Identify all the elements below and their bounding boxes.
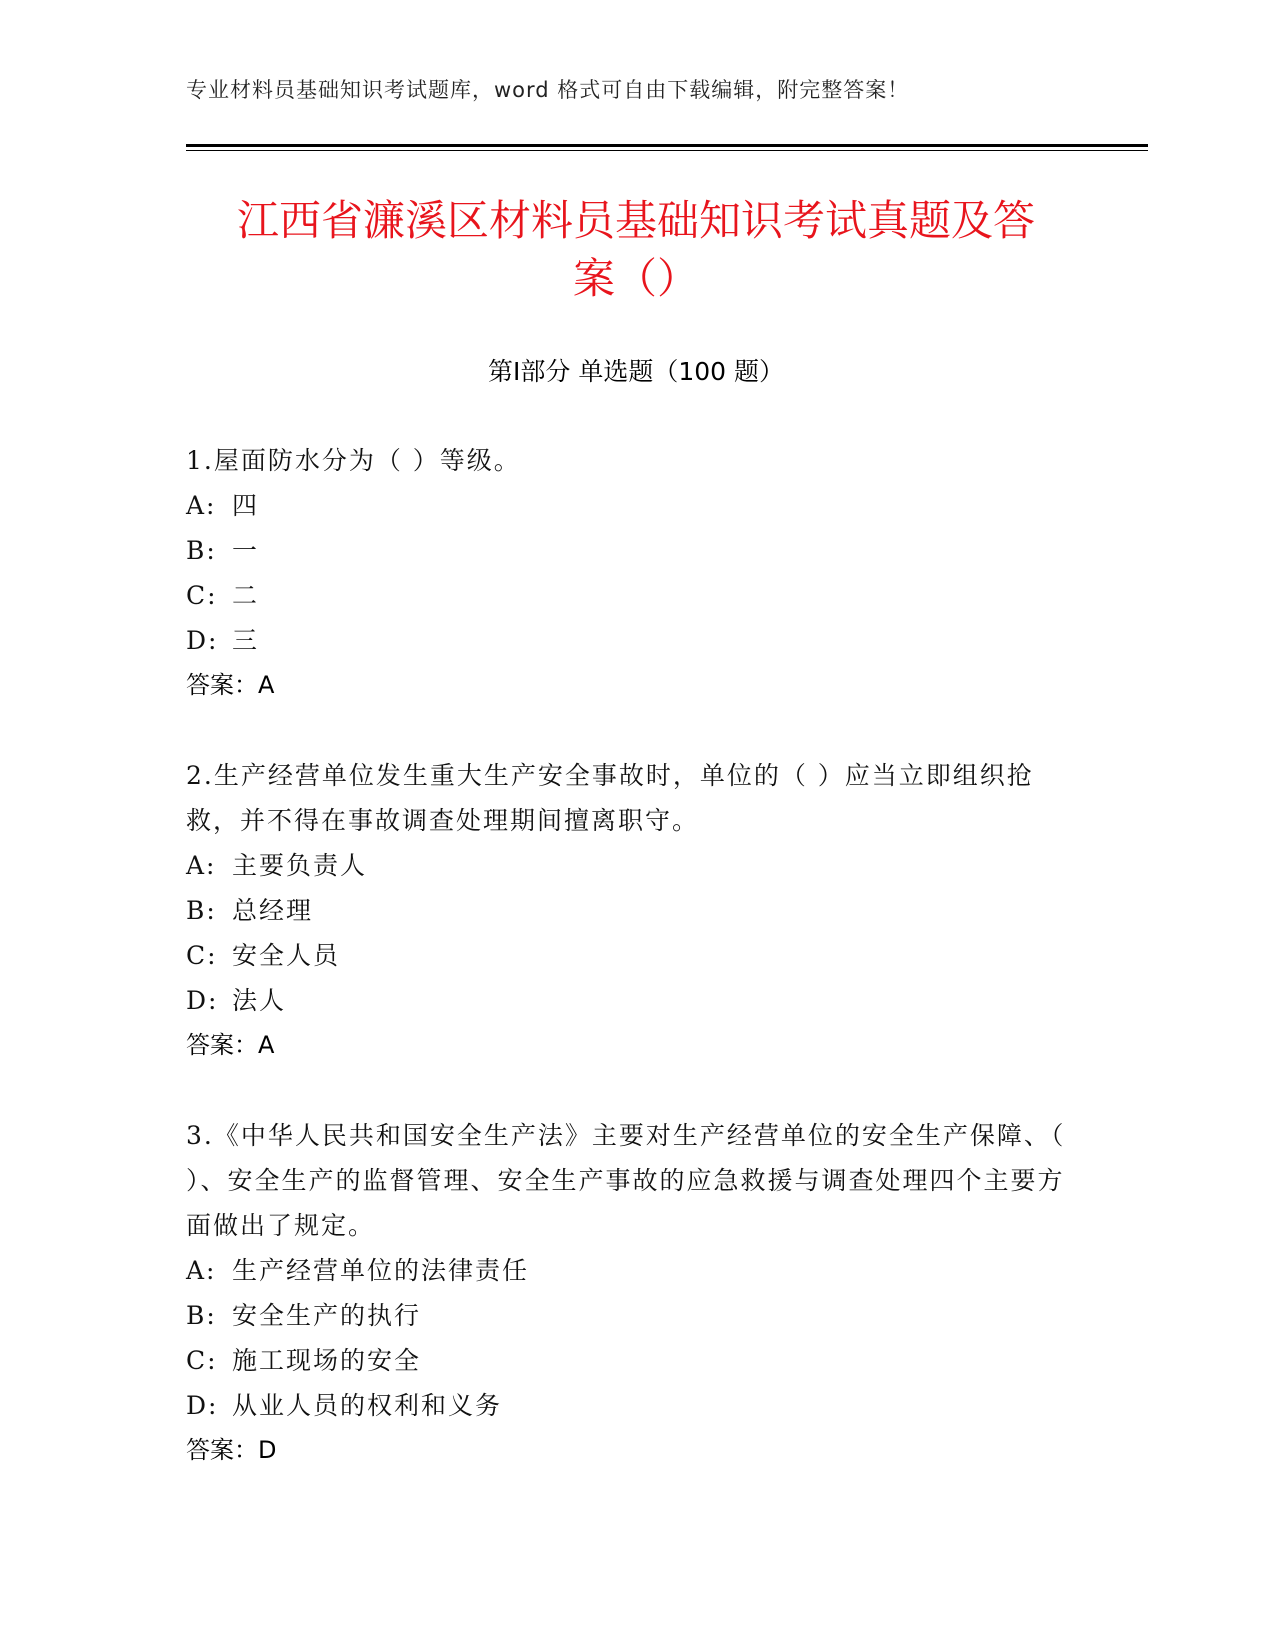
option-text: 安全生产的执行 [232, 1301, 422, 1330]
option-text: 主要负责人 [232, 851, 368, 880]
option-text: 总经理 [232, 896, 314, 925]
question-stem: 1.屋面防水分为（ ）等级。 [186, 446, 521, 475]
document-title-line-1: 江西省濂溪区材料员基础知识考试真题及答 [236, 196, 1035, 245]
header-rule-thin [186, 150, 1148, 151]
section-heading: 第Ⅰ部分 单选题（100 题） [488, 357, 784, 386]
option-d [186, 1383, 1066, 1428]
document-title-line-2: 案（） [572, 254, 699, 303]
option-key: D: [186, 626, 219, 655]
option-a [186, 843, 1066, 888]
option-key: D: [186, 986, 219, 1015]
question-stem: 3.《中华人民共和国安全生产法》主要对生产经营单位的安全生产保障、（ ）、安全生产的监督管理、安全生产事故的应急救援与调查处理四个主要方面做出了规定。 [186, 1121, 1066, 1240]
option-text: 四 [232, 491, 260, 520]
option-key: C: [186, 1346, 218, 1375]
question-stem: 2.生产经营单位发生重大生产安全事故时，单位的（ ）应当立即组织抢救，并不得在事故调查处理期间擅离职守。 [186, 761, 1034, 835]
answer: 答案：A [186, 671, 275, 699]
option-d [186, 618, 1066, 663]
option-key: A: [186, 1256, 217, 1285]
option-text: 三 [232, 626, 260, 655]
page-header: 专业材料员基础知识考试题库，word 格式可自由下载编辑，附完整答案！ [186, 78, 910, 102]
document-title [186, 192, 1086, 308]
option-b [186, 528, 1066, 573]
option-c [186, 1338, 1066, 1383]
option-key: A: [186, 851, 217, 880]
option-c [186, 933, 1066, 978]
option-a [186, 483, 1066, 528]
option-c [186, 573, 1066, 618]
option-text: 生产经营单位的法律责任 [232, 1256, 530, 1285]
answer: 答案：D [186, 1436, 277, 1464]
option-d [186, 978, 1066, 1023]
option-key: B: [186, 896, 217, 925]
header-rule-thick [186, 144, 1148, 147]
option-b [186, 1293, 1066, 1338]
question-3 [186, 1113, 1066, 1473]
option-text: 二 [232, 581, 260, 610]
option-key: B: [186, 536, 217, 565]
answer: 答案：A [186, 1031, 275, 1059]
option-key: A: [186, 491, 217, 520]
option-text: 一 [232, 536, 260, 565]
question-list [186, 438, 1066, 1518]
option-text: 从业人员的权利和义务 [232, 1391, 503, 1420]
question-2 [186, 753, 1066, 1068]
option-key: D: [186, 1391, 219, 1420]
option-text: 施工现场的安全 [232, 1346, 422, 1375]
option-b [186, 888, 1066, 933]
option-text: 安全人员 [232, 941, 341, 970]
option-key: C: [186, 581, 218, 610]
option-text: 法人 [232, 986, 287, 1015]
option-key: B: [186, 1301, 217, 1330]
option-a [186, 1248, 1066, 1293]
option-key: C: [186, 941, 218, 970]
question-1 [186, 438, 1066, 708]
